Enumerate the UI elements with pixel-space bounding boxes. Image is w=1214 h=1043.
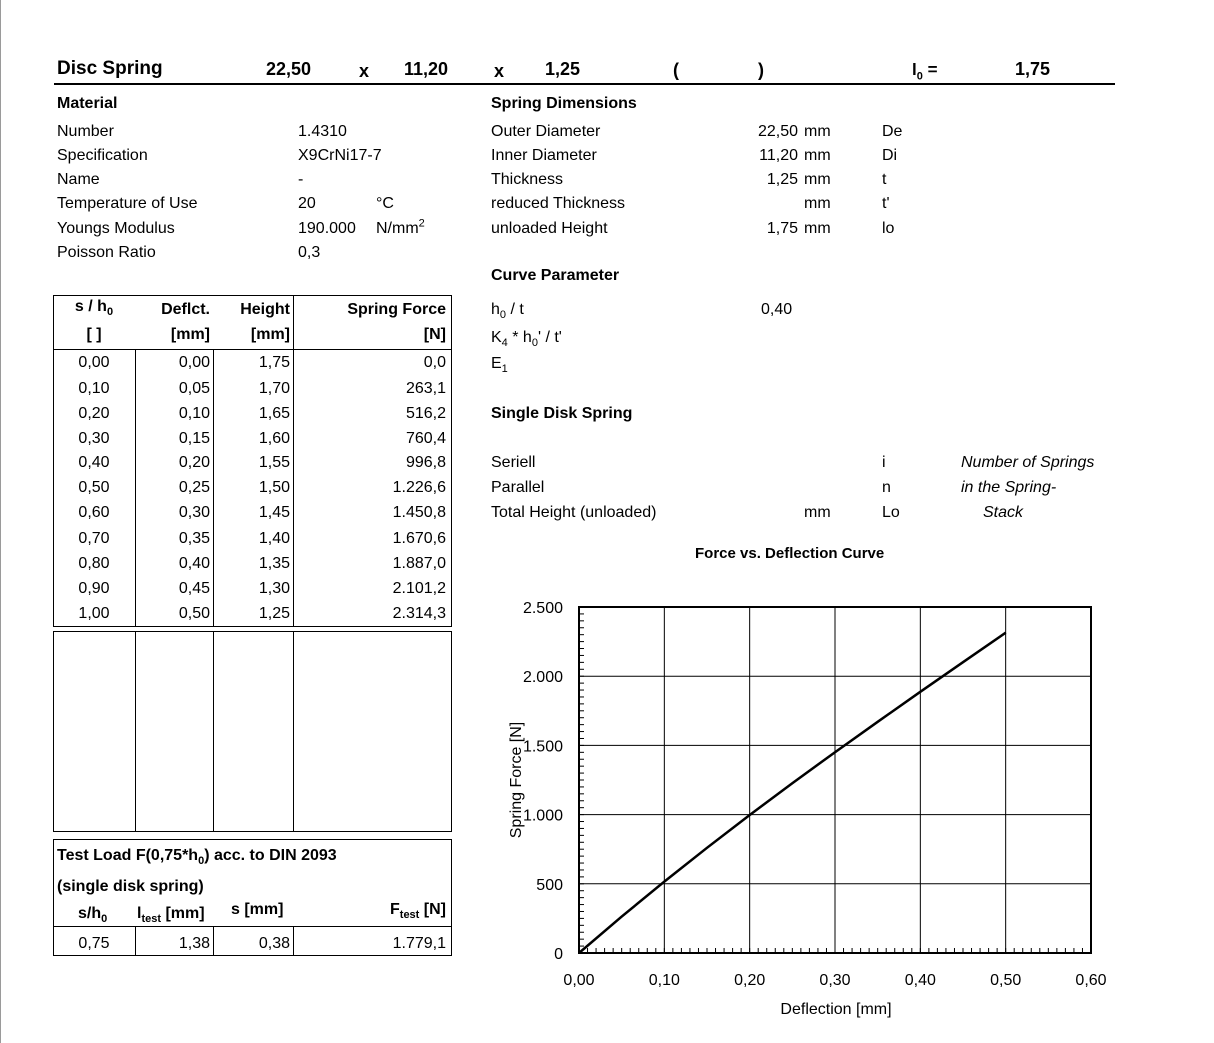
material-section-title: Material (57, 95, 118, 112)
table-cell: 0,0 (423, 354, 446, 371)
single-symbol: Lo (882, 504, 900, 521)
table-header-deflection-unit: [mm] (170, 326, 210, 343)
series-line (579, 633, 1006, 953)
table-cell: 1,65 (258, 405, 290, 422)
x-tick-label: 0,40 (904, 972, 936, 989)
table-cell: 0,90 (78, 580, 110, 597)
x-tick-label: 0,50 (990, 972, 1022, 989)
table-cell: 0,00 (178, 354, 210, 371)
table-cell: 2.314,3 (392, 605, 446, 622)
table-cell: 1,25 (258, 605, 290, 622)
y-tick-label: 1.500 (522, 738, 563, 756)
table-cell: 1.450,8 (392, 504, 446, 521)
header-thickness: 1,25 (545, 59, 581, 79)
dimension-label: Outer Diameter (491, 123, 601, 140)
test-load-title: Test Load $F(0,75*h_0)$ acc. to DIN 2093 (57, 847, 337, 868)
test-value: 1.779,1 (392, 935, 446, 952)
table-cell: 516,2 (405, 405, 446, 422)
table-cell: 1,30 (258, 580, 290, 597)
material-value: 190.000 (298, 220, 356, 237)
dimension-label: reduced Thickness (491, 195, 625, 212)
table-cell: 0,50 (78, 479, 110, 496)
table-cell: 1,50 (258, 479, 290, 496)
table-cell: 1.226,6 (392, 479, 446, 496)
dimension-value: 11,20 (759, 147, 798, 164)
dimension-unit: mm (804, 195, 831, 212)
dimension-symbol: t' (882, 195, 890, 212)
page-title: Disc Spring (57, 58, 163, 79)
table-cell: 1,45 (258, 504, 290, 521)
dimension-value: 1,25 (766, 171, 798, 188)
header-l0-value: 1,75 (1015, 59, 1051, 79)
dimension-symbol: lo (882, 220, 895, 237)
header-inner-diameter: 11,20 (404, 59, 449, 79)
table-header-s-h0-unit: [ ] (86, 326, 102, 343)
table-cell: 1,00 (78, 605, 110, 622)
table-cell: 0,40 (78, 454, 110, 471)
table-cell: 1,40 (258, 530, 290, 547)
e1-label: $E_1$ (491, 355, 508, 376)
table-header-spring-force: Spring Force (347, 301, 446, 318)
header-paren-close: ) (758, 60, 764, 80)
table-cell: 263,1 (405, 380, 446, 397)
material-value: 20 (298, 195, 316, 212)
single-symbol: n (882, 479, 891, 496)
material-label: Poisson Ratio (57, 244, 156, 261)
table-cell: 0,20 (178, 454, 210, 471)
material-label: Youngs Modulus (57, 220, 175, 237)
test-col-f-test: $F_{test}$ [N] (390, 901, 446, 922)
single-label: Total Height (unloaded) (491, 504, 657, 521)
table-cell: 0,35 (178, 530, 210, 547)
table-cell: 2.101,2 (392, 580, 446, 597)
header-x-separator: x (359, 61, 370, 81)
single-note: in the Spring- (961, 479, 1057, 496)
material-unit: °C (376, 195, 394, 212)
test-col-l-test: $l_{test}$ [mm] (137, 905, 205, 926)
x-tick-label: 0,60 (1075, 972, 1107, 989)
h0-over-t-label: $h_0$ / t (491, 301, 524, 322)
table-cell: 0,50 (178, 605, 210, 622)
y-axis-label: Spring Force [N] (508, 721, 525, 839)
table-cell: 0,30 (178, 504, 210, 521)
table-cell: 996,8 (405, 454, 446, 471)
table-header-spring-force-unit: [N] (423, 326, 446, 343)
x-axis-label: Deflection [mm] (780, 1001, 892, 1018)
table-cell: 0,05 (178, 380, 210, 397)
y-tick-label: 1.000 (522, 807, 563, 825)
test-value: 1,38 (178, 935, 210, 952)
test-value: 0,38 (258, 935, 290, 952)
single-note: Number of Springs (961, 454, 1095, 471)
table-cell: 0,30 (78, 430, 110, 447)
dimension-symbol: t (882, 171, 887, 188)
table-cell: 0,20 (78, 405, 110, 422)
table-header-height: Height (240, 301, 290, 318)
material-value: 0,3 (298, 244, 321, 261)
table-header-deflection: Deflct. (161, 301, 210, 318)
table-cell: 0,70 (78, 530, 110, 547)
x-tick-label: 0,30 (819, 972, 851, 989)
material-value: - (298, 171, 304, 188)
table-header-height-unit: [mm] (250, 326, 290, 343)
dimension-label: Inner Diameter (491, 147, 597, 164)
test-load-subtitle: (single disk spring) (57, 878, 204, 895)
y-tick-label: 2.500 (522, 600, 563, 617)
dimension-unit: mm (804, 171, 831, 188)
dimension-label: Thickness (491, 171, 564, 188)
table-cell: 1,60 (258, 430, 290, 447)
single-disk-title: Single Disk Spring (491, 405, 633, 422)
table-cell: 760,4 (405, 430, 446, 447)
header-l0-label: $l_0$ = (912, 60, 938, 83)
table-cell: 1.887,0 (392, 555, 446, 572)
table-cell: 0,10 (78, 380, 110, 397)
dimension-value: 22,50 (757, 123, 798, 140)
h0-over-t-value: 0,40 (761, 301, 793, 318)
dimension-label: unloaded Height (491, 220, 608, 237)
dimension-unit: mm (804, 220, 831, 237)
table-cell: 0,10 (178, 405, 210, 422)
y-tick-label: 500 (536, 876, 563, 894)
y-tick-label: 0 (554, 946, 563, 963)
table-cell: 0,00 (78, 354, 110, 371)
chart-title: Force vs. Deflection Curve (695, 545, 885, 562)
test-value: 0,75 (78, 935, 110, 952)
table-cell: 0,80 (78, 555, 110, 572)
table-cell: 1,55 (258, 454, 290, 471)
dimension-unit: mm (804, 123, 831, 140)
x-tick-label: 0,10 (648, 972, 680, 989)
dimensions-section-title: Spring Dimensions (491, 95, 637, 112)
table-cell: 0,25 (178, 479, 210, 496)
dimension-value: 1,75 (766, 220, 798, 237)
single-symbol: i (882, 454, 886, 471)
table-cell: 1,70 (258, 380, 290, 397)
material-label: Specification (57, 147, 148, 164)
table-cell: 1.670,6 (392, 530, 446, 547)
y-tick-label: 2.000 (522, 669, 563, 687)
single-label: Parallel (491, 479, 545, 496)
table-cell: 1,35 (258, 555, 290, 572)
material-label: Name (57, 171, 100, 188)
table-cell: 0,60 (78, 504, 110, 521)
dimension-symbol: De (882, 123, 903, 140)
header-paren-open: ( (673, 60, 679, 80)
single-label: Seriell (491, 454, 536, 471)
curve-parameter-title: Curve Parameter (491, 267, 620, 284)
table-header-s-h0: s / $h_0$ (74, 298, 114, 319)
table-cell: 1,75 (258, 354, 290, 371)
dimension-symbol: Di (882, 147, 898, 164)
table-cell: 0,45 (178, 580, 210, 597)
single-note: Stack (983, 504, 1024, 521)
material-label: Temperature of Use (57, 195, 198, 212)
material-unit: $N/mm^2$ (376, 217, 425, 237)
material-label: Number (57, 123, 114, 140)
test-col-s: s [mm] (231, 901, 284, 918)
material-value: 1.4310 (298, 123, 347, 140)
test-col-s-h0: $s/h_0$ (78, 905, 108, 926)
x-tick-label: 0,20 (734, 972, 766, 989)
single-unit: mm (804, 504, 831, 521)
header-x-separator: x (494, 61, 505, 81)
x-tick-label: 0,00 (563, 972, 595, 989)
table-cell: 0,15 (178, 430, 210, 447)
k4-label: $K_4 * h_0'$ / t' (491, 329, 562, 350)
table-cell: 0,40 (178, 555, 210, 572)
dimension-unit: mm (804, 147, 831, 164)
header-outer-diameter: 22,50 (266, 59, 312, 79)
material-value: X9CrNi17-7 (298, 147, 382, 164)
